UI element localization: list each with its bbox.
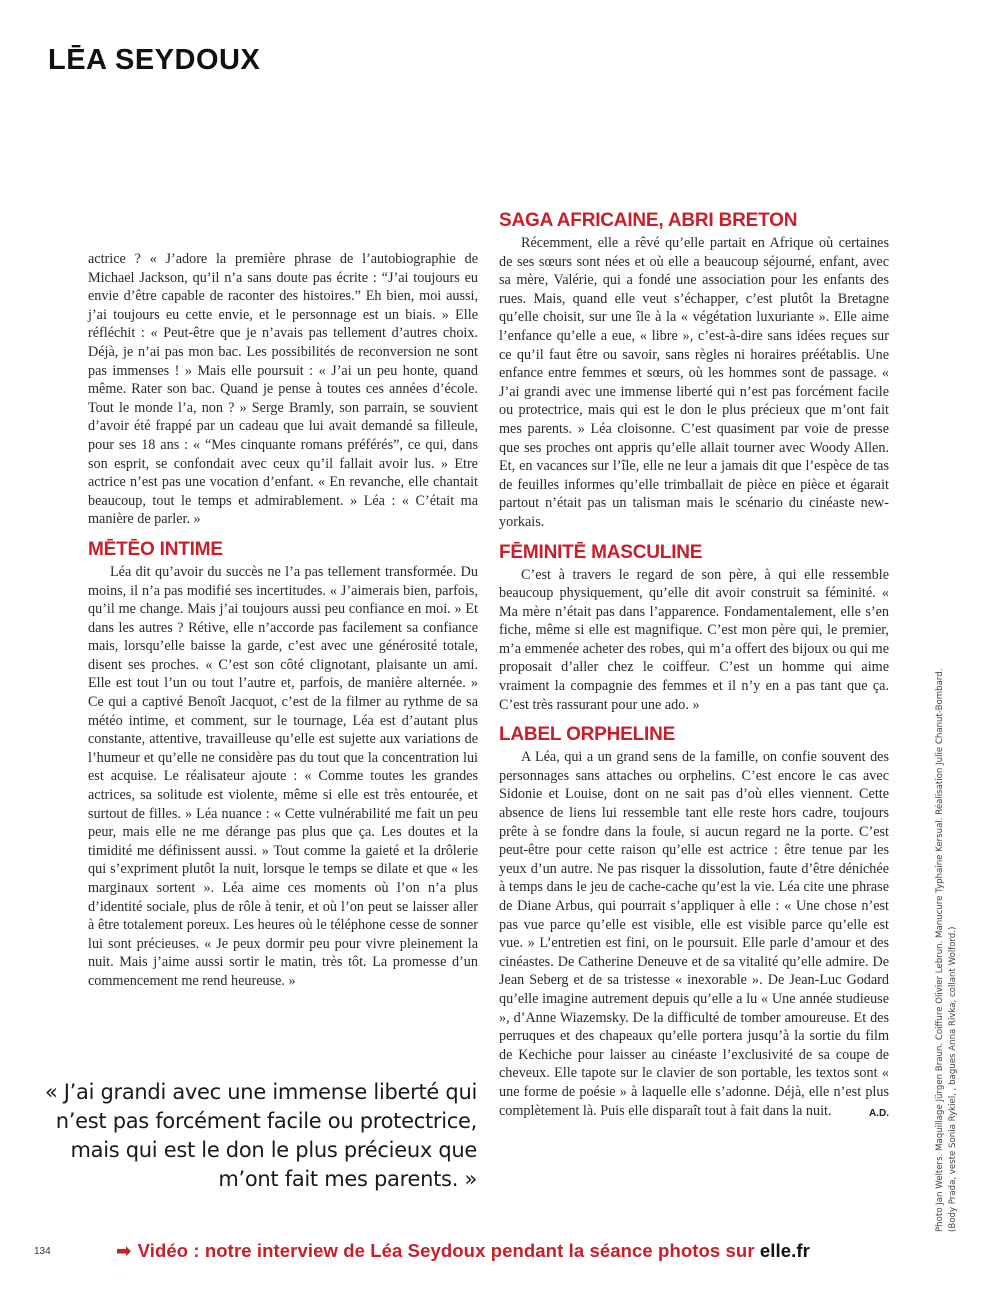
page-footer bbox=[0, 1238, 1000, 1268]
video-link-text: Vidéo : notre interview de Léa Seydoux pendant la séance photos sur bbox=[137, 1240, 755, 1261]
section-body-meteo-intime: Léa dit qu’avoir du succès ne l’a pas tellement transformée. Du moins, il n’a pas modifié ses incertitudes. « J’aimerais bien, parfois, qu’il me change. Mais j’ai toujours aussi peu confiance en moi. » Et dans les autres ? Rétive, elle n’accorde pas facilement sa confiance mais, lorsqu’elle baisse la garde, c’est avec une générosité totale, disent ses proches. « C’est son côté clignotant, plaisante un ami. Elle est tout l’un ou tout l’autre et, parfois, de manière alternée. » Ce qui a captivé Benoît Jacquot, c’est de la filmer au rythme de sa météo intime, et comment, sur le tournage, Léa est d’autant plus constante, attentive, travailleuse qu’elle est sujette aux variations de l’humeur et qu’elle ne considère pas du tout que la concentration lui est acquise. Le réalisateur ajoute : « Comme toutes les grandes actrices, sa solitude est violente, même si elle est très entourée, et surtout de filles. » Léa nuance : « Cette vulnérabilité me fait un peu peur, mais elle ne me dérange pas plus que ça. Les doutes et la timidité me définissent aussi. » Tout comme la gaieté et la drôlerie qui s’expriment plutôt la nuit, lorsque le temps se dilate et que « les marginaux sortent ». Léa aime ces moments où l’on n’a plus d’identité sociale, plus de rôle à tenir, et où l’on peut se laisser aller à être totalement poreux. Les heures où le téléphone cesse de sonner lui sont précieuses. « Je peux dormir peu pour vivre pleinement la nuit. Mais j’aime aussi sortir le matin, très tôt. La promesse d’un commencement me rend heureuse. » bbox=[88, 563, 478, 989]
credits-line-2: (Body Prada, veste Sonia Rykiel, , bagues Anna Rivka, collant Wolford.) bbox=[948, 926, 958, 1232]
page-title: LĒA SEYDOUX bbox=[48, 44, 261, 76]
credits-line-1: Photo Jan Welters. Maquillage Jürgen Braun. Coiffure Olivier Lebrun. Manucure Typhaine Kersual. Réalisation Julie Chanut-Bombard. bbox=[935, 668, 945, 1232]
page-number: 134 bbox=[34, 1246, 51, 1257]
video-interview-link[interactable] bbox=[116, 1240, 810, 1262]
section-title-feminite-masculine: FĒMINITĒ MASCULINE bbox=[499, 541, 703, 563]
pull-quote: « J’ai grandi avec une immense liberté qui n’est pas forcément facile ou protectrice, mais qui est le don le plus précieux que m’ont fait mes parents. » bbox=[44, 1080, 477, 1191]
intro-paragraph: actrice ? « J’adore la première phrase de l’autobiographie de Michael Jackson, qu’il n’a sans doute pas écrite : “J’ai toujours eu envie d’être capable de raconter des histoires.” Eh bien, moi aussi, j’ai toujours eu cette envie, et le personnage est un biais. » Elle réfléchit : « Peut-être que je n’avais pas tellement d’autres choix. Déjà, je n’ai pas mon bac. Les possibilités de reconversion ne sont pas immenses ! » Mais elle poursuit : « J’ai un peu honte, quand même. Rater son bac. Quand je pense à toutes ces années d’école. Tout le monde l’a, non ? » Serge Bramly, son parrain, se souvient d’avoir été frappé par un cadeau que lui avait demandé sa filleule, pour ses 18 ans : « “Mes cinquante romans préférés”, ce qui, dans son esprit, se confondait avec ceux qu’il fallait avoir lus. » Etre actrice n’est pas une vocation d’enfant. « En revanche, elle chantait beaucoup, tout le temps et admirablement. » Léa : « C’était ma manière de parler. » bbox=[88, 251, 478, 528]
section-body-saga-africaine: Récemment, elle a rêvé qu’elle partait en Afrique où certaines de ses sœurs sont nées et où elle a beaucoup séjourné, enfant, avec sa mère, Valérie, qui a fondé une association pour les enfants des rues. Mais, quand elle veut s’échapper, c’est plutôt la Bretagne qu’elle choisit, sur une île à la « végétation luxuriante ». Elle aime l’enfance qu’elle a eue, « libre », c’est-à-dire sans idées reçues sur ce qu’il faut être ou savoir, sans règles ni horaires préétablis. Une enfance entre femmes et sœurs, où les hommes sont de passage. « J’ai grandi avec une immense liberté qui n’est pas forcément facile ou protectrice, mais qui est le don le plus précieux que m’ont fait mes parents. » Léa cloisonne. C’est quasiment par voie de presse que ses proches ont appris qu’elle allait tourner avec Woody Allen. Et, en vacances sur l’île, elle ne leur a jamais dit que l’espèce de tas de feuilles informes qu’elle trimballait de pièce en pièce et égarait partout n’était pas un talisman mais le scénario du cinéaste new-yorkais. bbox=[499, 235, 889, 530]
label-orpheline-text: A Léa, qui a un grand sens de la famille, on confie souvent des personnages sans attaches ou orphelins. C’est encore le cas avec Sidonie et Louise, dont on ne sait pas d’où elles viennent. Cette absence de liens lui ressemble tant elle reste hors cadre, toujours prête à se fondre dans la foule, si aucun regard ne la porte. C’est peut-être pour cette raison qu’elle est actrice : être tenue par les yeux d’un autre. Ne pas risquer la dissolution, faute d’être dénichée à temps dans le jeu de cache-cache qu’est la vie. Léa cite une phrase de Diane Arbus, qui pourrait s’appliquer à elle : « Une chose n’est pas vue parce qu’elle est visible, elle est visible parce qu’elle est vue. » L’entretien est fini, on le poursuit. Elle parle d’amour et des cinéastes. De Catherine Deneuve et de sa vitalité qu’elle admire. De Jean Seberg et de sa tristesse « inexorable ». De Jean-Luc Godard qu’elle imagine autrement depuis qu’elle a lu « Une année studieuse », d’Anne Wiazemsky. De la difficulté de tomber amoureuse. Et des perruques et des chapeaux qu’elle portera jusqu’à la sortie du film de Kechiche pour laisser au cinéaste l’exclusivité de sa coupe de cheveux. Elle tapote sur le clavier de son portable, les textos sont « une forme de poésie » à laquelle elle s’adonne. Déjà, elle n’est plus complètement là. Puis elle disparaît tout à fait dans la nuit. bbox=[499, 749, 889, 1119]
section-title-saga-africaine: SAGA AFRICAINE, ABRI BRETON bbox=[499, 210, 798, 231]
photo-credits bbox=[934, 592, 960, 1232]
section-title-meteo-intime: MĒTĒO INTIME bbox=[88, 538, 223, 560]
section-body-label-orpheline bbox=[499, 748, 889, 1120]
author-signature: A.D. bbox=[869, 1107, 889, 1119]
site-name: elle.fr bbox=[759, 1240, 810, 1261]
section-body-feminite-masculine: C’est à travers le regard de son père, à qui elle ressemble beaucoup physiquement, qu’elle dit avoir construit sa féminité. « Ma mère n’était pas dans l’apparence. Fondamentalement, elle s’en fiche, même si elle est magnifique. C’est mon père qui, le premier, m’a emmenée acheter des robes, qui m’a offert des bijoux ou qui me proposait d’aller chez le coiffeur. C’est un homme qui aime vraiment la compagnie des femmes et il n’y en a pas tant que ça. C’est très rassurant pour une ado. » bbox=[499, 566, 889, 713]
section-title-label-orpheline: LABEL ORPHELINE bbox=[499, 724, 676, 746]
right-column bbox=[499, 210, 889, 1123]
arrow-right-icon: ➡ bbox=[116, 1240, 132, 1261]
left-column bbox=[88, 250, 478, 991]
